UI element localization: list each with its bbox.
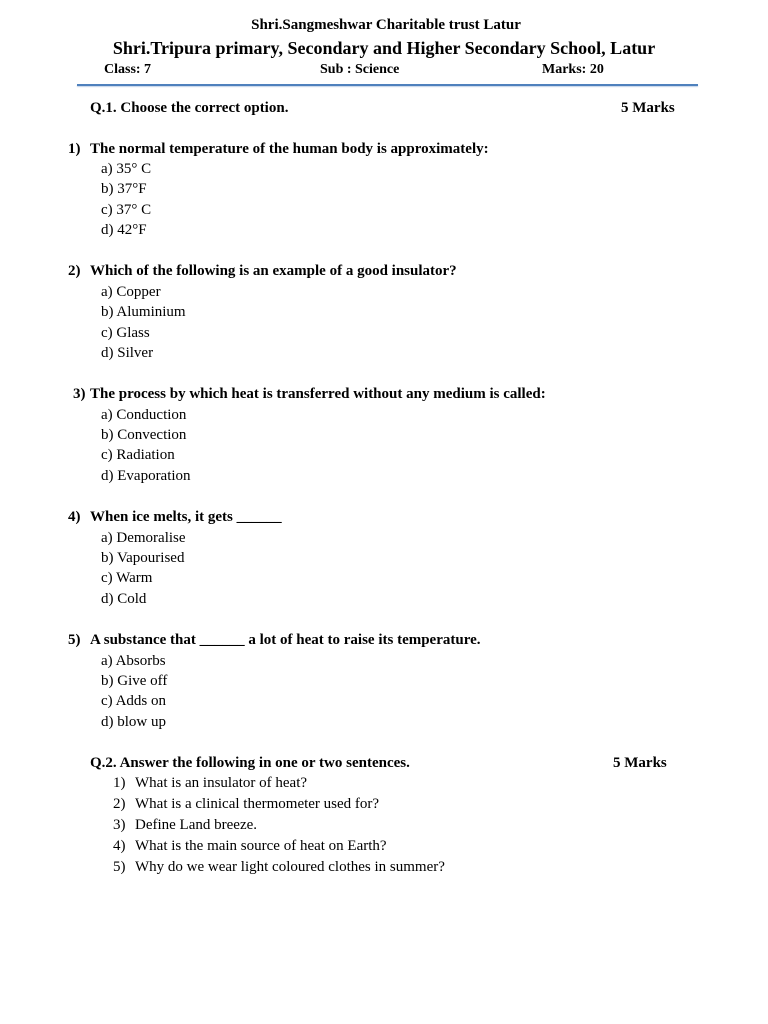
question-number: 1) — [68, 141, 81, 157]
short-answer-2 — [113, 796, 613, 816]
option-4c: c) Warm — [101, 570, 153, 586]
class-label: Class: 7 — [104, 62, 152, 77]
question-5 — [68, 632, 668, 652]
option-3d: d) Evaporation — [101, 468, 191, 484]
question-number: 3) — [113, 817, 126, 833]
option-1c: c) 37° C — [101, 202, 152, 218]
option-2d: d) Silver — [101, 345, 154, 361]
section2-marks: 5 Marks — [613, 755, 667, 771]
question-text: What is the main source of heat on Earth? — [135, 838, 387, 854]
question-number: 3) — [73, 386, 86, 402]
question-text: When ice melts, it gets ______ — [90, 509, 282, 525]
option-4b: b) Vapourised — [101, 550, 185, 566]
question-4 — [68, 509, 668, 529]
question-text: Define Land breeze. — [135, 817, 258, 833]
short-answer-5 — [113, 859, 613, 879]
option-2a: a) Copper — [101, 284, 161, 300]
school-name: Shri.Tripura primary, Secondary and Higher Secondary School, Latur — [112, 38, 656, 58]
option-5d: d) blow up — [101, 714, 166, 730]
question-number: 2) — [113, 796, 126, 812]
question-number: 1) — [113, 775, 126, 791]
question-text: What is a clinical thermometer used for? — [135, 796, 380, 812]
question-text: A substance that ______ a lot of heat to raise its temperature. — [90, 632, 481, 648]
short-answer-3 — [113, 817, 613, 837]
option-3c: c) Radiation — [101, 447, 175, 463]
question-2 — [68, 263, 668, 283]
option-3b: b) Convection — [101, 427, 187, 443]
question-text: What is an insulator of heat? — [135, 775, 308, 791]
option-5a: a) Absorbs — [101, 653, 166, 669]
subject-label: Sub : Science — [320, 62, 400, 77]
question-number: 4) — [113, 838, 126, 854]
question-number: 5) — [68, 632, 81, 648]
option-4d: d) Cold — [101, 591, 147, 607]
question-3 — [73, 386, 673, 406]
option-4a: a) Demoralise — [101, 530, 186, 546]
question-text: Why do we wear light coloured clothes in summer? — [135, 859, 445, 875]
option-1a: a) 35° C — [101, 161, 152, 177]
section1-marks: 5 Marks — [621, 100, 675, 116]
section1-heading: Q.1. Choose the correct option. — [90, 100, 289, 116]
option-1b: b) 37°F — [101, 181, 147, 197]
short-answer-1 — [113, 775, 613, 795]
header-divider — [77, 84, 698, 86]
option-5c: c) Adds on — [101, 693, 166, 709]
question-number: 5) — [113, 859, 126, 875]
trust-name: Shri.Sangmeshwar Charitable trust Latur — [251, 17, 521, 33]
short-answer-4 — [113, 838, 613, 858]
question-number: 4) — [68, 509, 81, 525]
option-5b: b) Give off — [101, 673, 168, 689]
option-2b: b) Aluminium — [101, 304, 186, 320]
option-2c: c) Glass — [101, 325, 150, 341]
question-text: The normal temperature of the human body is approximately: — [90, 141, 489, 157]
section2-heading: Q.2. Answer the following in one or two sentences. — [90, 755, 410, 771]
question-number: 2) — [68, 263, 81, 279]
question-1 — [68, 141, 668, 161]
question-text: The process by which heat is transferred without any medium is called: — [90, 386, 546, 402]
question-text: Which of the following is an example of a good insulator? — [90, 263, 457, 279]
total-marks-label: Marks: 20 — [542, 62, 604, 77]
option-3a: a) Conduction — [101, 407, 187, 423]
option-1d: d) 42°F — [101, 222, 147, 238]
